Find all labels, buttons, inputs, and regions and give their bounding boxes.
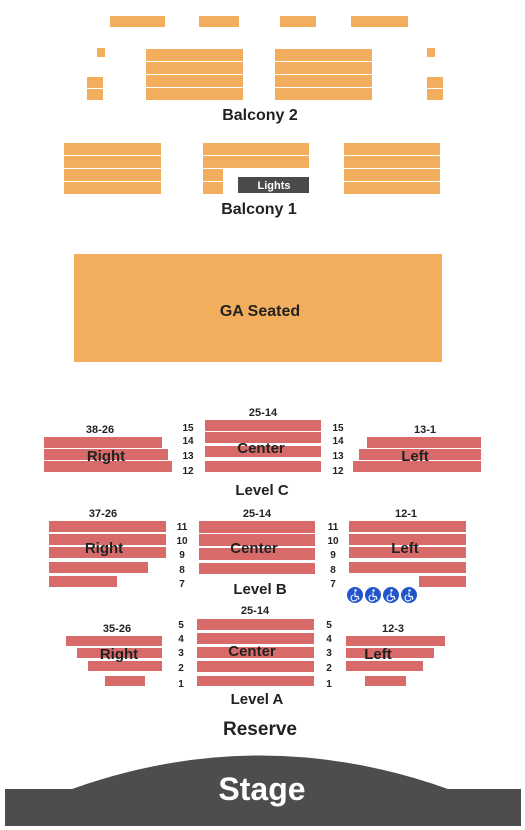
row-number-c-right: 14 xyxy=(332,436,344,447)
row-number-b-left: 10 xyxy=(176,536,188,547)
row-number-c-left: 13 xyxy=(182,451,194,462)
balcony-2-side-right[interactable] xyxy=(427,77,443,88)
row-number-b-left: 7 xyxy=(179,579,185,590)
row-number-c-right: 15 xyxy=(332,423,344,434)
balcony-1-label: Balcony 1 xyxy=(221,201,297,218)
balcony-1-right-row[interactable] xyxy=(344,143,440,155)
level-b-center-row[interactable] xyxy=(199,521,315,533)
row-number-a-right: 1 xyxy=(326,679,332,690)
row-number-b-right: 11 xyxy=(327,522,339,533)
wheelchair-icon[interactable] xyxy=(383,587,399,603)
level-c-center-range: 25-14 xyxy=(248,407,278,419)
row-number-c-left: 14 xyxy=(182,436,194,447)
row-number-c-right: 12 xyxy=(332,466,344,477)
row-number-a-left: 2 xyxy=(178,663,184,674)
row-number-b-right: 7 xyxy=(330,579,336,590)
row-number-b-right: 9 xyxy=(330,550,336,561)
balcony-1-right-row[interactable] xyxy=(344,169,440,181)
balcony-1-left-row[interactable] xyxy=(64,182,161,194)
balcony-1-right-row[interactable] xyxy=(344,182,440,194)
ga-seated-label: GA Seated xyxy=(219,303,301,320)
level-b-left-row[interactable] xyxy=(419,576,466,587)
level-b-left-range: 12-1 xyxy=(394,508,418,520)
row-number-a-left: 3 xyxy=(178,648,184,659)
balcony-2-label: Balcony 2 xyxy=(222,107,298,124)
row-number-b-right: 8 xyxy=(330,565,336,576)
level-b-left-label: Left xyxy=(391,540,419,557)
level-a-right-label: Right xyxy=(99,646,139,663)
level-a-left-section[interactable] xyxy=(346,636,445,686)
balcony-1-center-row[interactable] xyxy=(203,182,223,194)
balcony-2-center-right-row[interactable] xyxy=(275,75,372,87)
row-number-b-left: 8 xyxy=(179,565,185,576)
balcony-2-side-left[interactable] xyxy=(87,77,103,88)
accessible-seating[interactable] xyxy=(347,587,417,603)
balcony-1-left-row[interactable] xyxy=(64,156,161,168)
balcony-1-center-row[interactable] xyxy=(203,143,309,155)
row-number-a-right: 4 xyxy=(326,634,332,645)
row-number-a-right: 3 xyxy=(326,648,332,659)
level-a-left-range: 12-3 xyxy=(381,623,405,635)
balcony-2-center-right-row[interactable] xyxy=(275,49,372,61)
level-c-right-label: Right xyxy=(86,448,126,465)
balcony-2-section[interactable] xyxy=(87,16,443,100)
level-b-left-row[interactable] xyxy=(349,521,466,532)
level-a-center-row[interactable] xyxy=(197,676,314,686)
level-c-center-label: Center xyxy=(237,440,285,457)
balcony-2-side-right[interactable] xyxy=(427,89,443,100)
level-b-right-range: 37-26 xyxy=(88,508,118,520)
row-number-a-right: 5 xyxy=(326,620,332,631)
balcony-2-center-left-row[interactable] xyxy=(146,88,243,100)
balcony-2-top-row-1[interactable] xyxy=(110,16,165,27)
balcony-2-right-box[interactable] xyxy=(427,48,435,57)
row-number-a-left: 4 xyxy=(178,634,184,645)
balcony-1-center-row[interactable] xyxy=(203,169,223,181)
level-a-left-row[interactable] xyxy=(365,676,406,686)
level-b-center-label: Center xyxy=(230,540,278,557)
balcony-2-top-row-3[interactable] xyxy=(280,16,316,27)
balcony-1-center-row[interactable] xyxy=(203,156,309,168)
balcony-1-right-row[interactable] xyxy=(344,156,440,168)
row-number-b-left: 9 xyxy=(179,550,185,561)
level-c-center-row[interactable] xyxy=(205,461,321,472)
level-b-right-row[interactable] xyxy=(49,576,117,587)
row-number-c-right: 13 xyxy=(332,451,344,462)
wheelchair-icon[interactable] xyxy=(347,587,363,603)
stage-label: Stage xyxy=(218,771,306,807)
level-c-right-range: 38-26 xyxy=(85,424,115,436)
level-c-center-row[interactable] xyxy=(205,420,321,431)
row-number-a-right: 2 xyxy=(326,663,332,674)
level-b-right-row[interactable] xyxy=(49,562,148,573)
row-number-c-left: 15 xyxy=(182,423,194,434)
level-a-center-row[interactable] xyxy=(197,661,314,672)
balcony-2-center-left-row[interactable] xyxy=(146,62,243,74)
lights-label: Lights xyxy=(257,180,291,192)
balcony-2-center-left-row[interactable] xyxy=(146,75,243,87)
level-b-center-row[interactable] xyxy=(199,563,315,574)
level-c-right-row[interactable] xyxy=(44,437,162,448)
level-a-center-range: 25-14 xyxy=(240,605,270,617)
wheelchair-icon[interactable] xyxy=(401,587,417,603)
wheelchair-icon[interactable] xyxy=(365,587,381,603)
level-a-center-label: Center xyxy=(228,643,276,660)
level-c-label: Level C xyxy=(235,482,289,499)
level-a-center-row[interactable] xyxy=(197,619,314,630)
level-a-right-row[interactable] xyxy=(66,636,162,646)
row-number-b-right: 10 xyxy=(327,536,339,547)
level-b-center-range: 25-14 xyxy=(242,508,272,520)
row-number-a-left: 1 xyxy=(178,679,184,690)
level-c-left-range: 13-1 xyxy=(413,424,437,436)
level-c-left-label: Left xyxy=(401,448,429,465)
level-b-right-row[interactable] xyxy=(49,521,166,532)
level-b-label: Level B xyxy=(233,581,287,598)
balcony-1-left-row[interactable] xyxy=(64,143,161,155)
level-a-right-row[interactable] xyxy=(105,676,145,686)
level-b-left-row[interactable] xyxy=(349,562,466,573)
balcony-2-center-right-row[interactable] xyxy=(275,88,372,100)
balcony-2-center-left-row[interactable] xyxy=(146,49,243,61)
balcony-2-side-left[interactable] xyxy=(87,89,103,100)
balcony-2-center-right-row[interactable] xyxy=(275,62,372,74)
level-c-left-row[interactable] xyxy=(367,437,481,448)
row-number-b-left: 11 xyxy=(176,522,188,533)
level-a-left-row[interactable] xyxy=(346,636,445,646)
balcony-1-left-row[interactable] xyxy=(64,169,161,181)
level-a-left-label: Left xyxy=(364,646,392,663)
balcony-2-top-row-4[interactable] xyxy=(351,16,408,27)
level-b-right-label: Right xyxy=(84,540,124,557)
row-number-a-left: 5 xyxy=(178,620,184,631)
balcony-2-top-row-2[interactable] xyxy=(199,16,239,27)
level-a-right-range: 35-26 xyxy=(102,623,132,635)
row-number-c-left: 12 xyxy=(182,466,194,477)
level-a-label: Level A xyxy=(230,691,284,708)
reserve-label: Reserve xyxy=(223,719,297,740)
balcony-2-left-box[interactable] xyxy=(97,48,105,57)
